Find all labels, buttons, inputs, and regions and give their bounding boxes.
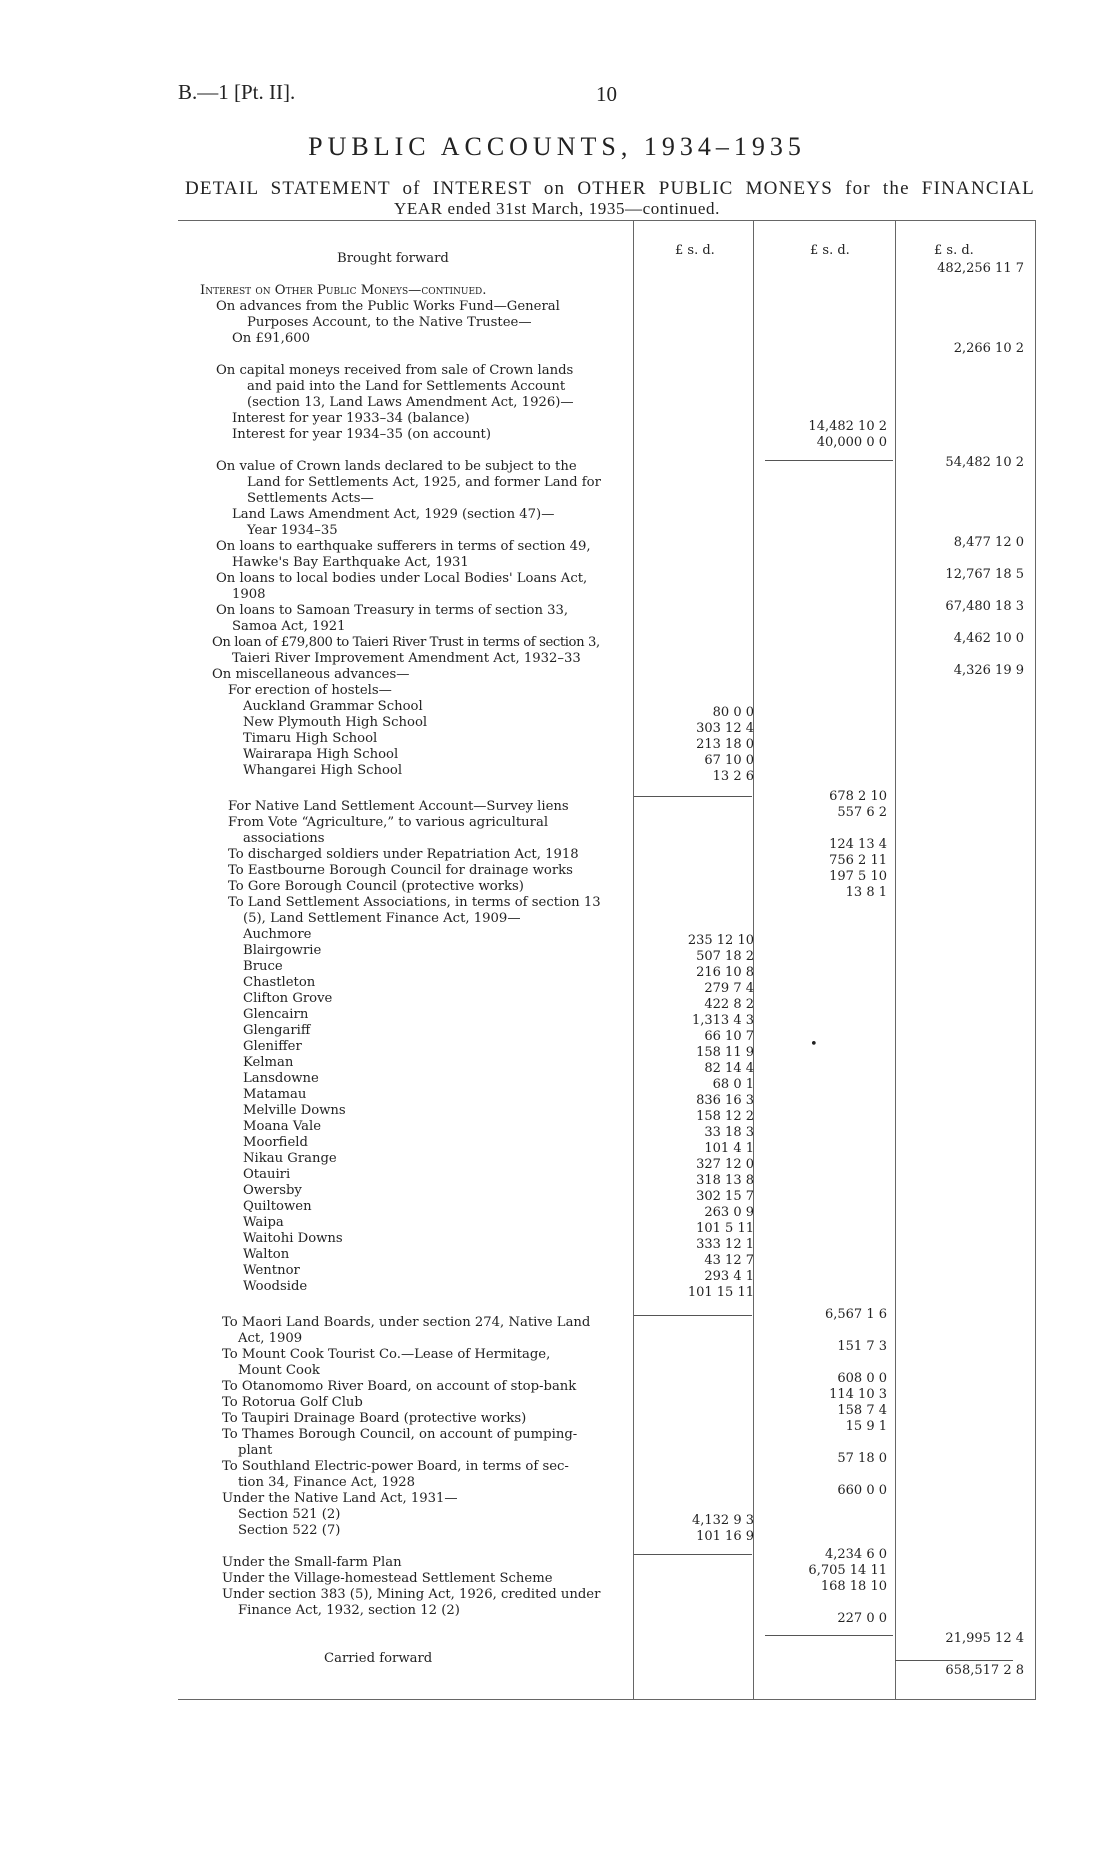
amount: 327 12 0 [696, 1157, 754, 1172]
row-label: To Gore Borough Council (protective works) [228, 879, 524, 894]
row-label: Blairgowrie [243, 943, 322, 958]
amount: 235 12 10 [687, 933, 754, 948]
amount: 6,567 1 6 [824, 1307, 887, 1322]
amount: 14,482 10 2 [808, 419, 887, 434]
row-label: To Otanomomo River Board, on account of stop-bank [222, 1379, 577, 1394]
amount: 57 18 0 [837, 1451, 887, 1466]
amount: 4,132 9 3 [691, 1513, 754, 1528]
amount: 80 0 0 [712, 705, 754, 720]
amount: 114 10 3 [829, 1387, 887, 1402]
row-label: Mount Cook [238, 1363, 320, 1378]
amount: 158 12 2 [696, 1109, 754, 1124]
row-label: Hawke's Bay Earthquake Act, 1931 [232, 555, 469, 570]
amount: 54,482 10 2 [945, 455, 1024, 470]
document-reference: B.—1 [Pt. II]. [178, 80, 296, 104]
amount: 82 14 4 [704, 1061, 754, 1076]
row-label: (5), Land Settlement Finance Act, 1909— [243, 911, 521, 926]
row-label: From Vote “Agriculture,” to various agricultural [228, 815, 549, 830]
page-subtitle-line-1: DETAIL STATEMENT of INTEREST on OTHER PUBLIC MONEYS for the FINANCIAL [185, 178, 1035, 199]
row-label: Glengariff [243, 1023, 311, 1038]
row-label: Taieri River Improvement Amendment Act, 1932–33 [232, 651, 581, 666]
row-label: Purposes Account, to the Native Trustee— [247, 315, 532, 330]
row-label: Nikau Grange [243, 1151, 337, 1166]
row-label: Year 1934–35 [247, 523, 338, 538]
row-label: Carried forward [324, 1651, 433, 1666]
amount: 101 15 11 [687, 1285, 754, 1300]
row-label: Land for Settlements Act, 1925, and former Land for [247, 475, 601, 490]
row-label: Under the Village-homestead Settlement Scheme [222, 1571, 553, 1586]
row-label: Section 522 (7) [238, 1523, 341, 1538]
row-label: To Southland Electric-power Board, in terms of sec- [222, 1459, 569, 1474]
amount: 197 5 10 [829, 869, 887, 884]
row-label: On loans to local bodies under Local Bodies' Loans Act, [216, 571, 588, 586]
amount: 660 0 0 [837, 1483, 887, 1498]
amount: 4,326 19 9 [953, 663, 1024, 678]
subtotal-rule [765, 460, 893, 461]
row-label: On loan of £79,800 to Taieri River Trust in terms of section 3, [212, 635, 600, 650]
amount: 293 4 1 [704, 1269, 754, 1284]
amount: 101 16 9 [696, 1529, 754, 1544]
column-heading: £ s. d. [810, 243, 850, 258]
row-label: Walton [243, 1247, 290, 1262]
row-label: Timaru High School [243, 731, 378, 746]
row-label: On advances from the Public Works Fund—General [216, 299, 560, 314]
column-divider [633, 221, 634, 1699]
amount: 33 18 3 [704, 1125, 754, 1140]
row-label: Samoa Act, 1921 [232, 619, 346, 634]
amount: 101 4 1 [704, 1141, 754, 1156]
amount: 263 0 9 [704, 1205, 754, 1220]
row-label: and paid into the Land for Settlements Account [247, 379, 566, 394]
row-label: For erection of hostels— [228, 683, 392, 698]
amount: 6,705 14 11 [808, 1563, 887, 1578]
row-label: Under the Native Land Act, 1931— [222, 1491, 458, 1506]
amount: 13 8 1 [845, 885, 887, 900]
amount: 8,477 12 0 [953, 535, 1024, 550]
subtotal-rule [634, 1554, 752, 1555]
amount: 2,266 10 2 [953, 341, 1024, 356]
amount: 227 0 0 [837, 1611, 887, 1626]
row-label: Under the Small-farm Plan [222, 1555, 402, 1570]
amount: 507 18 2 [696, 949, 754, 964]
row-label: Act, 1909 [238, 1331, 303, 1346]
page-number: 10 [596, 82, 617, 106]
row-label: To Taupiri Drainage Board (protective works) [222, 1411, 527, 1426]
row-label: Otauiri [243, 1167, 291, 1182]
row-label: Waitohi Downs [243, 1231, 343, 1246]
page-subtitle-line-2: YEAR ended 31st March, 1935—continued. [394, 199, 720, 218]
amount: 213 18 0 [696, 737, 754, 752]
row-label: plant [238, 1443, 273, 1458]
row-label: tion 34, Finance Act, 1928 [238, 1475, 416, 1490]
amount: 836 16 3 [696, 1093, 754, 1108]
amount: 1,313 4 3 [691, 1013, 754, 1028]
amount: 482,256 11 7 [937, 261, 1024, 276]
subtotal-rule [634, 1315, 752, 1316]
row-label: Auchmore [243, 927, 312, 942]
row-label: Owersby [243, 1183, 302, 1198]
row-label: Waipa [243, 1215, 284, 1230]
amount: 333 12 1 [696, 1237, 754, 1252]
amount: 303 12 4 [696, 721, 754, 736]
amount: 216 10 8 [696, 965, 754, 980]
row-label: To Rotorua Golf Club [222, 1395, 363, 1410]
amount: 151 7 3 [837, 1339, 887, 1354]
row-label: To Land Settlement Associations, in terms of section 13 [228, 895, 601, 910]
row-label: Wentnor [243, 1263, 300, 1278]
row-label: Moorfield [243, 1135, 308, 1150]
subtotal-rule [895, 1660, 1013, 1661]
row-label: To discharged soldiers under Repatriation Act, 1918 [228, 847, 579, 862]
row-label: Chastleton [243, 975, 316, 990]
row-label: Interest for year 1934–35 (on account) [232, 427, 492, 442]
amount: 15 9 1 [845, 1419, 887, 1434]
amount: 21,995 12 4 [945, 1631, 1024, 1646]
row-label: (section 13, Land Laws Amendment Act, 1926)— [247, 395, 574, 410]
amount: 678 2 10 [829, 789, 887, 804]
row-label: On capital moneys received from sale of Crown lands [216, 363, 574, 378]
row-label: associations [243, 831, 325, 846]
amount: 13 2 6 [712, 769, 754, 784]
row-label: On miscellaneous advances— [212, 667, 410, 682]
row-label: Matamau [243, 1087, 307, 1102]
row-label: Auckland Grammar School [243, 699, 423, 714]
amount: 158 7 4 [837, 1403, 887, 1418]
row-label: For Native Land Settlement Account—Survey liens [228, 799, 569, 814]
row-label: On value of Crown lands declared to be subject to the [216, 459, 577, 474]
page-title: PUBLIC ACCOUNTS, 1934–1935 [308, 132, 806, 161]
row-label: On loans to Samoan Treasury in terms of section 33, [216, 603, 569, 618]
row-label: On loans to earthquake sufferers in terms of section 49, [216, 539, 591, 554]
amount: 124 13 4 [829, 837, 887, 852]
row-label: Clifton Grove [243, 991, 333, 1006]
row-label: Kelman [243, 1055, 294, 1070]
amount: 101 5 11 [696, 1221, 754, 1236]
row-label: Whangarei High School [243, 763, 403, 778]
row-label: Melville Downs [243, 1103, 346, 1118]
row-label: On £91,600 [232, 331, 311, 346]
column-heading: £ s. d. [934, 243, 974, 258]
row-label: Woodside [243, 1279, 308, 1294]
subtotal-rule [634, 796, 752, 797]
section-heading: Interest on Other Public Moneys—continued. [200, 283, 487, 298]
amount: 67 10 0 [704, 753, 754, 768]
amount: 318 13 8 [696, 1173, 754, 1188]
amount: 658,517 2 8 [945, 1663, 1024, 1678]
amount: 40,000 0 0 [816, 435, 887, 450]
amount: 279 7 4 [704, 981, 754, 996]
row-label: Brought forward [337, 251, 449, 266]
column-divider [895, 221, 896, 1699]
amount: 4,462 10 0 [953, 631, 1024, 646]
row-label: New Plymouth High School [243, 715, 428, 730]
row-label: To Mount Cook Tourist Co.—Lease of Hermitage, [222, 1347, 551, 1362]
row-label: Quiltowen [243, 1199, 312, 1214]
amount: 158 11 9 [696, 1045, 754, 1060]
column-divider [1035, 221, 1036, 1699]
amount: 756 2 11 [829, 853, 887, 868]
amount: 66 10 7 [704, 1029, 754, 1044]
amount: 302 15 7 [696, 1189, 754, 1204]
row-label: 1908 [232, 587, 266, 602]
amount: 4,234 6 0 [824, 1547, 887, 1562]
row-label: Settlements Acts— [247, 491, 374, 506]
row-label: To Maori Land Boards, under section 274, Native Land [222, 1315, 591, 1330]
row-label: Lansdowne [243, 1071, 319, 1086]
row-label: Under section 383 (5), Mining Act, 1926, credited under [222, 1587, 601, 1602]
amount: 68 0 1 [712, 1077, 754, 1092]
row-label: Section 521 (2) [238, 1507, 341, 1522]
row-label: Glencairn [243, 1007, 309, 1022]
row-label: Moana Vale [243, 1119, 322, 1134]
amount: 12,767 18 5 [945, 567, 1024, 582]
column-heading: £ s. d. [675, 243, 715, 258]
amount: 422 8 2 [704, 997, 754, 1012]
row-label: To Thames Borough Council, on account of pumping- [222, 1427, 578, 1442]
stray-mark: • [810, 1037, 818, 1052]
amount: 67,480 18 3 [945, 599, 1024, 614]
amount: 43 12 7 [704, 1253, 754, 1268]
amount: 557 6 2 [837, 805, 887, 820]
row-label: Interest for year 1933–34 (balance) [232, 411, 470, 426]
row-label: Bruce [243, 959, 283, 974]
row-label: Finance Act, 1932, section 12 (2) [238, 1603, 460, 1618]
row-label: Land Laws Amendment Act, 1929 (section 47)— [232, 507, 555, 522]
amount: 168 18 10 [820, 1579, 887, 1594]
row-label: To Eastbourne Borough Council for drainage works [228, 863, 573, 878]
row-label: Wairarapa High School [243, 747, 399, 762]
amount: 608 0 0 [837, 1371, 887, 1386]
subtotal-rule [765, 1635, 893, 1636]
row-label: Gleniffer [243, 1039, 302, 1054]
